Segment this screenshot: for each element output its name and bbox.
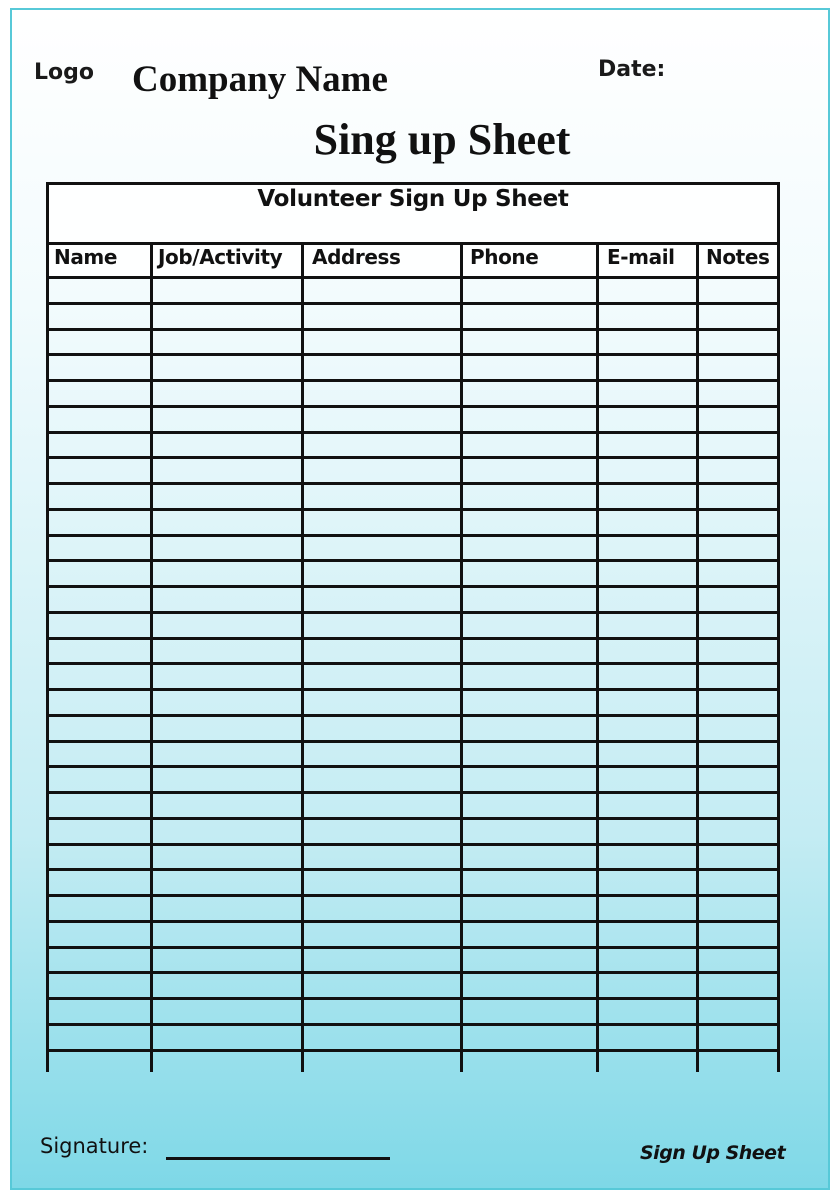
table-cell[interactable] bbox=[599, 974, 696, 997]
table-cell[interactable] bbox=[304, 846, 460, 869]
table-cell[interactable] bbox=[304, 974, 460, 997]
column-header-address: Address bbox=[312, 245, 401, 269]
table-cell[interactable] bbox=[463, 614, 596, 637]
table-cell[interactable] bbox=[153, 871, 301, 894]
table-cell[interactable] bbox=[599, 897, 696, 920]
table-cell[interactable] bbox=[304, 897, 460, 920]
table-cell[interactable] bbox=[49, 820, 150, 843]
table-cell[interactable] bbox=[49, 897, 150, 920]
table-cell[interactable] bbox=[304, 1000, 460, 1023]
table-cell[interactable] bbox=[699, 459, 777, 482]
table-cell[interactable] bbox=[599, 949, 696, 972]
table-cell[interactable] bbox=[49, 382, 150, 405]
table-cell[interactable] bbox=[304, 717, 460, 740]
table-cell[interactable] bbox=[463, 1026, 596, 1049]
table-cell[interactable] bbox=[699, 743, 777, 766]
table-cell[interactable] bbox=[304, 923, 460, 946]
table-cell[interactable] bbox=[699, 331, 777, 354]
table-cell[interactable] bbox=[153, 434, 301, 457]
column-header-notes: Notes bbox=[706, 245, 770, 269]
table-cell[interactable] bbox=[463, 305, 596, 328]
table-cell[interactable] bbox=[49, 562, 150, 585]
table-cell[interactable] bbox=[153, 382, 301, 405]
table-cell[interactable] bbox=[49, 923, 150, 946]
table-cell[interactable] bbox=[599, 871, 696, 894]
table-cell[interactable] bbox=[463, 794, 596, 817]
table-cell[interactable] bbox=[153, 665, 301, 688]
table-cell[interactable] bbox=[463, 382, 596, 405]
table-cell[interactable] bbox=[153, 331, 301, 354]
table-cell[interactable] bbox=[599, 279, 696, 302]
table-cell[interactable] bbox=[463, 923, 596, 946]
table-cell[interactable] bbox=[699, 537, 777, 560]
table-cell[interactable] bbox=[463, 820, 596, 843]
table-cell[interactable] bbox=[49, 511, 150, 534]
table-cell[interactable] bbox=[304, 820, 460, 843]
table-cell[interactable] bbox=[699, 356, 777, 379]
table-cell[interactable] bbox=[49, 717, 150, 740]
column-header-job: Job/Activity bbox=[158, 245, 283, 269]
table-cell[interactable] bbox=[699, 279, 777, 302]
table-cell[interactable] bbox=[599, 665, 696, 688]
date-label: Date: bbox=[598, 57, 666, 82]
table-cell[interactable] bbox=[49, 871, 150, 894]
table-cell[interactable] bbox=[153, 846, 301, 869]
table-cell[interactable] bbox=[304, 408, 460, 431]
table-cell[interactable] bbox=[304, 768, 460, 791]
table-cell[interactable] bbox=[153, 537, 301, 560]
table-cell[interactable] bbox=[153, 820, 301, 843]
table-cell[interactable] bbox=[463, 640, 596, 663]
table-cell[interactable] bbox=[153, 305, 301, 328]
table-cell[interactable] bbox=[304, 794, 460, 817]
table-cell[interactable] bbox=[599, 820, 696, 843]
table-cell[interactable] bbox=[49, 459, 150, 482]
table-cell[interactable] bbox=[699, 485, 777, 508]
table-cell[interactable] bbox=[699, 1000, 777, 1023]
table-cell[interactable] bbox=[153, 717, 301, 740]
table-cell[interactable] bbox=[304, 434, 460, 457]
table-cell[interactable] bbox=[304, 511, 460, 534]
column-divider bbox=[777, 242, 780, 1072]
table-cell[interactable] bbox=[699, 974, 777, 997]
table-cell[interactable] bbox=[699, 562, 777, 585]
table-cell[interactable] bbox=[304, 1026, 460, 1049]
table-cell[interactable] bbox=[699, 846, 777, 869]
table-cell[interactable] bbox=[599, 485, 696, 508]
table-cell[interactable] bbox=[49, 356, 150, 379]
table-cell[interactable] bbox=[304, 485, 460, 508]
table-cell[interactable] bbox=[304, 459, 460, 482]
table-cell[interactable] bbox=[49, 640, 150, 663]
table-row-line bbox=[46, 1049, 780, 1052]
table-cell[interactable] bbox=[49, 691, 150, 714]
table-cell[interactable] bbox=[463, 743, 596, 766]
table-cell[interactable] bbox=[599, 562, 696, 585]
table-cell[interactable] bbox=[463, 974, 596, 997]
table-cell[interactable] bbox=[153, 897, 301, 920]
table-cell[interactable] bbox=[153, 408, 301, 431]
table-cell[interactable] bbox=[49, 665, 150, 688]
table-cell[interactable] bbox=[153, 949, 301, 972]
table-cell[interactable] bbox=[153, 485, 301, 508]
table-cell[interactable] bbox=[153, 588, 301, 611]
table-cell[interactable] bbox=[699, 871, 777, 894]
table-cell[interactable] bbox=[49, 588, 150, 611]
table-cell[interactable] bbox=[599, 846, 696, 869]
table-cell[interactable] bbox=[699, 511, 777, 534]
table-cell[interactable] bbox=[153, 923, 301, 946]
table-cell[interactable] bbox=[463, 665, 596, 688]
table-cell[interactable] bbox=[699, 665, 777, 688]
table-cell[interactable] bbox=[599, 640, 696, 663]
table-cell[interactable] bbox=[304, 614, 460, 637]
table-cell[interactable] bbox=[699, 820, 777, 843]
table-cell[interactable] bbox=[463, 408, 596, 431]
table-cell[interactable] bbox=[463, 434, 596, 457]
table-cell[interactable] bbox=[599, 356, 696, 379]
table-cell[interactable] bbox=[599, 588, 696, 611]
column-header-email: E-mail bbox=[607, 245, 675, 269]
table-cell[interactable] bbox=[699, 897, 777, 920]
table-cell[interactable] bbox=[599, 794, 696, 817]
table-cell[interactable] bbox=[49, 434, 150, 457]
table-cell[interactable] bbox=[49, 1000, 150, 1023]
company-name: Company Name bbox=[132, 59, 388, 100]
footer-brand: Sign Up Sheet bbox=[640, 1142, 786, 1164]
table-cell[interactable] bbox=[699, 640, 777, 663]
table-cell[interactable] bbox=[599, 743, 696, 766]
table-cell[interactable] bbox=[599, 382, 696, 405]
table-cell[interactable] bbox=[699, 408, 777, 431]
column-header-name: Name bbox=[54, 245, 118, 269]
table-cell[interactable] bbox=[153, 640, 301, 663]
table-cell[interactable] bbox=[599, 768, 696, 791]
table-cell[interactable] bbox=[304, 691, 460, 714]
table-cell[interactable] bbox=[153, 511, 301, 534]
table-cell[interactable] bbox=[304, 382, 460, 405]
signup-table bbox=[46, 182, 780, 1072]
table-cell[interactable] bbox=[699, 305, 777, 328]
table-cell[interactable] bbox=[463, 511, 596, 534]
table-cell[interactable] bbox=[153, 691, 301, 714]
table-cell[interactable] bbox=[49, 949, 150, 972]
table-cell[interactable] bbox=[304, 640, 460, 663]
table-cell[interactable] bbox=[463, 846, 596, 869]
table-cell[interactable] bbox=[463, 331, 596, 354]
table-cell[interactable] bbox=[304, 871, 460, 894]
signature-label: Signature: bbox=[40, 1134, 149, 1158]
table-cell[interactable] bbox=[599, 717, 696, 740]
table-cell[interactable] bbox=[153, 1000, 301, 1023]
table-cell[interactable] bbox=[49, 485, 150, 508]
table-cell[interactable] bbox=[699, 614, 777, 637]
table-cell[interactable] bbox=[699, 382, 777, 405]
table-cell[interactable] bbox=[49, 794, 150, 817]
table-cell[interactable] bbox=[153, 356, 301, 379]
table-cell[interactable] bbox=[599, 614, 696, 637]
logo-placeholder: Logo bbox=[34, 60, 94, 85]
table-cell[interactable] bbox=[699, 588, 777, 611]
table-cell[interactable] bbox=[153, 279, 301, 302]
table-cell[interactable] bbox=[304, 743, 460, 766]
table-cell[interactable] bbox=[599, 434, 696, 457]
table-cell[interactable] bbox=[699, 1026, 777, 1049]
table-cell[interactable] bbox=[699, 434, 777, 457]
table-cell[interactable] bbox=[599, 511, 696, 534]
table-cell[interactable] bbox=[463, 1000, 596, 1023]
table-cell[interactable] bbox=[304, 588, 460, 611]
table-cell[interactable] bbox=[153, 459, 301, 482]
table-cell[interactable] bbox=[463, 949, 596, 972]
table-cell[interactable] bbox=[153, 974, 301, 997]
table-cell[interactable] bbox=[463, 537, 596, 560]
table-cell[interactable] bbox=[304, 665, 460, 688]
table-cell[interactable] bbox=[49, 974, 150, 997]
table-cell[interactable] bbox=[463, 871, 596, 894]
table-cell[interactable] bbox=[463, 588, 596, 611]
table-cell[interactable] bbox=[463, 356, 596, 379]
table-cell[interactable] bbox=[699, 794, 777, 817]
table-cell[interactable] bbox=[599, 459, 696, 482]
table-cell[interactable] bbox=[463, 691, 596, 714]
table-cell[interactable] bbox=[304, 949, 460, 972]
table-cell[interactable] bbox=[49, 537, 150, 560]
table-cell[interactable] bbox=[599, 923, 696, 946]
table-cell[interactable] bbox=[699, 949, 777, 972]
table-cell[interactable] bbox=[699, 923, 777, 946]
table-cell[interactable] bbox=[49, 305, 150, 328]
table-cell[interactable] bbox=[153, 743, 301, 766]
table-cell[interactable] bbox=[153, 614, 301, 637]
signature-line[interactable] bbox=[166, 1157, 390, 1160]
table-cell[interactable] bbox=[304, 537, 460, 560]
table-cell[interactable] bbox=[49, 743, 150, 766]
table-cell[interactable] bbox=[49, 331, 150, 354]
table-cell[interactable] bbox=[463, 562, 596, 585]
table-cell[interactable] bbox=[599, 1000, 696, 1023]
table-cell[interactable] bbox=[304, 562, 460, 585]
table-cell[interactable] bbox=[49, 768, 150, 791]
table-cell[interactable] bbox=[599, 691, 696, 714]
table-cell[interactable] bbox=[699, 717, 777, 740]
table-cell[interactable] bbox=[49, 1026, 150, 1049]
table-cell[interactable] bbox=[153, 1026, 301, 1049]
table-cell[interactable] bbox=[304, 331, 460, 354]
table-cell[interactable] bbox=[463, 717, 596, 740]
table-cell[interactable] bbox=[599, 331, 696, 354]
table-cell[interactable] bbox=[304, 305, 460, 328]
table-cell[interactable] bbox=[49, 279, 150, 302]
table-cell[interactable] bbox=[463, 279, 596, 302]
table-cell[interactable] bbox=[153, 562, 301, 585]
table-cell[interactable] bbox=[463, 768, 596, 791]
table-cell[interactable] bbox=[599, 537, 696, 560]
column-header-phone: Phone bbox=[470, 245, 539, 269]
table-cell[interactable] bbox=[304, 356, 460, 379]
table-cell[interactable] bbox=[699, 768, 777, 791]
table-cell[interactable] bbox=[463, 485, 596, 508]
header-top-line bbox=[46, 242, 780, 245]
table-cell[interactable] bbox=[699, 691, 777, 714]
document-title: Sing up Sheet bbox=[313, 115, 571, 164]
table-cell[interactable] bbox=[304, 279, 460, 302]
table-cell[interactable] bbox=[49, 614, 150, 637]
table-cell[interactable] bbox=[463, 897, 596, 920]
table-title: Volunteer Sign Up Sheet bbox=[257, 186, 569, 212]
table-cell[interactable] bbox=[599, 408, 696, 431]
table-cell[interactable] bbox=[153, 768, 301, 791]
table-cell[interactable] bbox=[599, 1026, 696, 1049]
table-cell[interactable] bbox=[599, 305, 696, 328]
table-cell[interactable] bbox=[49, 408, 150, 431]
table-cell[interactable] bbox=[153, 794, 301, 817]
table-cell[interactable] bbox=[463, 459, 596, 482]
table-cell[interactable] bbox=[49, 846, 150, 869]
